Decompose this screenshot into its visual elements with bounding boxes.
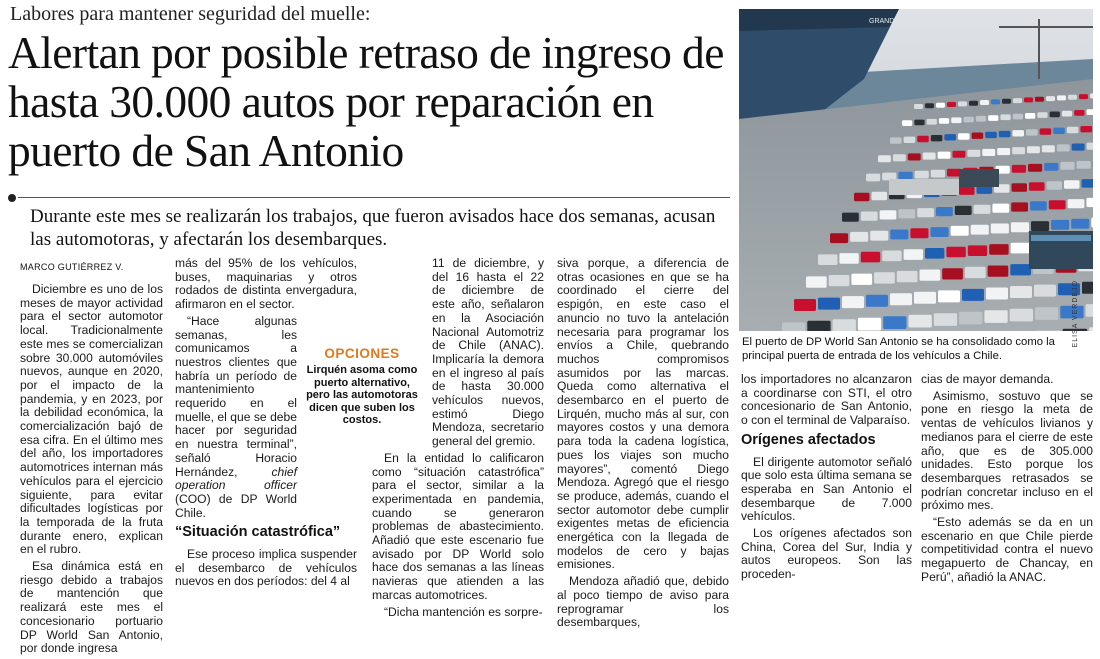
parked-car: [1074, 110, 1084, 116]
ship-text: GRAND: [869, 18, 894, 25]
parked-car: [1064, 180, 1080, 189]
parked-car: [1011, 222, 1029, 232]
parked-car: [904, 249, 923, 260]
parked-car: [936, 103, 945, 108]
parked-car: [890, 293, 912, 305]
parked-car: [904, 137, 916, 143]
parked-car: [1077, 161, 1091, 169]
parked-car: [1031, 221, 1049, 231]
parked-car: [917, 208, 934, 217]
parked-car: [1086, 304, 1093, 317]
parked-car: [959, 186, 975, 195]
parked-car: [1090, 93, 1093, 98]
parked-car: [909, 315, 932, 328]
parked-car: [980, 100, 989, 105]
parked-car: [1010, 264, 1031, 275]
paragraph: cias de mayor demanda.: [921, 373, 1093, 387]
paragraph: “Dicha mantención es sorpre-: [372, 606, 544, 620]
parked-car: [1047, 181, 1063, 190]
parked-car: [934, 313, 957, 326]
parked-car: [914, 292, 936, 304]
parked-car: [1072, 144, 1085, 151]
parked-car: [1011, 243, 1030, 254]
parked-car: [858, 318, 881, 331]
parked-car: [1012, 165, 1026, 173]
parked-car: [999, 131, 1011, 137]
parked-car: [982, 149, 995, 156]
parked-car: [829, 275, 850, 286]
parked-car: [898, 209, 915, 218]
parked-car: [927, 119, 937, 125]
parked-car: [1087, 109, 1094, 115]
paragraph: siva porque, a diferencia de otras ocasiones en que se ha coordinado el cierre del espigón, en este caso el anuncio no tuvo la antelación necesaria para programar los envíos a Chile, quebrando muchos compromisos asumidos por las marcas. Queda como alternativa el desembarco en el puerto de Lirquén, mucho más al sur, con mayores costos y una demora para toda la cadena logística, pues los viajes son mucho mayores”, comentó Diego Mendoza. Agregó que el riesgo se produce, además, cuando el sector automotor debe cumplir exigentes metas de eficiencia energética con la llegada de modelos de cero y bajas emisiones.: [557, 257, 729, 572]
parked-car: [1010, 286, 1032, 298]
parked-car: [976, 116, 986, 122]
parked-car: [951, 117, 961, 123]
sidebar-text: Lirquén asoma como puerto alternativo, pero las automotoras dicen que suben los costos.: [304, 364, 420, 427]
parked-car: [807, 321, 830, 331]
deck: Durante este mes se realizarán los trabajos, que fueron avisados hace dos semanas, acusan las automotoras, y afectarán los desembarques.: [30, 205, 730, 251]
parked-car: [958, 133, 970, 139]
parked-car: [925, 103, 934, 108]
parked-car: [988, 266, 1009, 277]
sidebar-label: OPCIONES: [304, 346, 420, 361]
column-4: [557, 257, 729, 633]
parked-car: [842, 213, 859, 222]
parked-car: [850, 232, 868, 242]
parked-car: [988, 115, 998, 121]
parked-car: [818, 254, 837, 265]
parked-car: [908, 153, 921, 160]
paragraph: Los orígenes afectados son China, Corea del Sur, India y autos europeos. Son las proceden-: [741, 527, 912, 582]
parked-car: [1053, 128, 1065, 134]
parked-car: [1026, 129, 1038, 135]
parked-car: [914, 120, 924, 126]
quote-tail: (COO) de DP World Chile.: [175, 492, 297, 520]
column-6: [921, 373, 1093, 588]
parked-car: [870, 231, 888, 241]
paragraph: Asimismo, sostuvo que se pone en riesgo la meta de ventas de vehículos livianos y medianos para el cierre de este año, que es de 305.000 unidades. Esto porque los desembarques retrasados se podrían concretar incluso en el próximo mes.: [921, 390, 1093, 513]
truck-cab: [959, 169, 999, 187]
parked-car: [890, 230, 908, 240]
parked-car: [1049, 200, 1066, 209]
paragraph: Diciembre es uno de los meses de mayor actividad para el sector automotor local. Tradicionalmente este mes se comercializan sobre 30.000 automóviles nuevos, aunque en 2020, por el impacto de la pandemia, y en 2023, por la debilidad económica, la comercialización bajó de esa cifra. En el último mes del año, los importadores automotrices internan más vehículos para el ejercicio siguiente, para evitar dificultades logísticas por la temporada de la fruta durante enero, explican en el rubro.: [20, 283, 163, 557]
parked-car: [972, 133, 984, 139]
parked-car: [851, 274, 872, 285]
parked-car: [991, 224, 1009, 234]
parked-car: [1035, 307, 1058, 320]
parked-car: [861, 212, 878, 221]
parked-car: [931, 135, 943, 141]
subhead-situacion: “Situación catastrófica”: [175, 526, 357, 540]
paragraph: Esa dinámica está en riesgo debido a trabajos de mantención que realizará este mes el concesionario portuario DP World San Antonio, por donde ingresa: [20, 560, 163, 656]
parked-car: [883, 316, 906, 329]
parked-car: [1030, 201, 1047, 210]
parked-car: [1057, 95, 1066, 100]
parked-car: [971, 225, 989, 235]
parked-car: [806, 276, 827, 287]
parked-car: [938, 290, 960, 302]
parked-car: [866, 174, 880, 182]
parked-car: [962, 289, 984, 301]
parked-car: [951, 226, 969, 236]
divider-line: [18, 197, 730, 198]
parked-car: [1013, 98, 1022, 103]
parked-car: [1012, 130, 1024, 136]
parked-car: [967, 150, 980, 157]
parked-car: [1013, 114, 1023, 120]
parked-car: [1024, 97, 1033, 102]
paragraph: más del 95% de los vehículos, buses, maquinarias y otros rodados de distinta envergadura, afirmaron en el sector.: [175, 257, 357, 312]
parked-car: [989, 244, 1008, 255]
parked-car: [878, 155, 891, 162]
parked-car: [985, 132, 997, 138]
port-photo-image: [739, 9, 1093, 331]
parked-car: [1011, 202, 1028, 211]
parked-car: [1068, 95, 1077, 100]
parked-car: [1080, 126, 1092, 132]
parked-car: [959, 312, 982, 325]
parked-car: [944, 134, 956, 140]
parked-car: [968, 245, 987, 256]
parked-car: [1000, 114, 1010, 120]
parked-car: [1067, 127, 1079, 133]
paragraph: los importadores no alcanzaron a coordinarse con STI, el otro concesionario de San Antonio, o con el terminal de Valparaíso.: [741, 373, 912, 428]
parked-car: [1028, 164, 1042, 172]
parked-car: [1012, 147, 1025, 154]
parked-car: [923, 153, 936, 160]
quote-text: “Hace algunas semanas, les comunicamos a nuestros clientes que habría un período de mantenimiento requerido en el muelle, el que se debe hacer por seguridad en nuestra terminal”, señaló Horacio Hernández,: [175, 314, 297, 479]
parked-car: [861, 252, 880, 263]
parked-car: [830, 233, 848, 243]
parked-car: [882, 251, 901, 262]
parked-car: [1002, 99, 1011, 104]
parked-car: [997, 148, 1010, 155]
parked-car: [1035, 97, 1044, 102]
subhead-origenes: Orígenes afectados: [741, 434, 912, 448]
paragraph: “Esto además se da en un escenario en que Chile pierde competitividad contra el nuevo megapuerto de Chancay, en Perú”, añadió la ANAC.: [921, 516, 1093, 585]
parked-car: [880, 210, 897, 219]
photo-caption: El puerto de DP World San Antonio se ha consolidado como la principal puerta de entrada de los vehículos a Chile.: [742, 336, 1092, 363]
parked-car: [992, 204, 1009, 213]
parked-car: [965, 267, 986, 278]
parked-car: [925, 248, 944, 259]
parked-car: [969, 101, 978, 106]
parked-car: [1044, 163, 1058, 171]
parked-car: [1042, 145, 1055, 152]
photo: [739, 9, 1093, 331]
parked-car: [1034, 285, 1056, 297]
parked-car: [910, 228, 928, 238]
parked-car: [958, 101, 967, 106]
parked-car: [1071, 219, 1089, 229]
parked-car: [1079, 94, 1088, 99]
parked-car: [1036, 330, 1061, 331]
italic-title: chief operation officer: [175, 465, 297, 493]
parked-car: [1057, 144, 1070, 151]
column-5: [741, 373, 912, 585]
parked-car: [931, 227, 949, 237]
headline: Alertan por posible retraso de ingreso de hasta 30.000 autos por reparación en puerto de San Antonio: [8, 28, 730, 175]
parked-car: [984, 310, 1007, 323]
parked-car: [986, 288, 1008, 300]
byline: MARCO GUTIÉRREZ V.: [20, 262, 124, 272]
parked-car: [1037, 112, 1047, 118]
parked-car: [1060, 162, 1074, 170]
parked-car: [920, 270, 941, 281]
parked-car: [897, 271, 918, 282]
parked-car: [1051, 220, 1069, 230]
divider-dot: [8, 194, 16, 202]
parked-car: [1082, 179, 1094, 188]
parked-car: [942, 268, 963, 279]
parked-car: [1012, 183, 1028, 192]
parked-car: [1025, 113, 1035, 119]
paragraph: Ese proceso implica suspender el desembarco de vehículos nuevos en dos períodos: del 4 al: [175, 548, 357, 589]
paragraph: En la entidad lo calificaron como “situación catastrófica” para el sector, similar a la experimentada en pandemia, cuando se generaron problemas de abastecimiento. Añadió que este escenario fue avisado por DP World solo hace dos semanas a las líneas navieras que atienden a las marcas automotrices.: [372, 452, 544, 603]
parked-car: [955, 206, 972, 215]
column-3: [372, 257, 544, 622]
parked-car: [946, 247, 965, 258]
parked-car: [938, 152, 951, 159]
parked-car: [1029, 182, 1045, 191]
parked-car: [898, 172, 912, 180]
parked-car: [974, 205, 991, 214]
parked-car: [1010, 309, 1033, 322]
paragraph: [175, 315, 297, 521]
parked-car: [902, 120, 912, 126]
truck: [889, 179, 959, 195]
parked-car: [794, 299, 816, 311]
parked-car: [1040, 128, 1052, 134]
parked-car: [1087, 143, 1093, 150]
parked-car: [1082, 282, 1093, 294]
parked-car: [914, 104, 923, 109]
parked-car: [1089, 327, 1093, 331]
parked-car: [964, 117, 974, 123]
parked-car: [874, 272, 895, 283]
parked-car: [953, 151, 966, 158]
column-1: [20, 283, 163, 659]
parked-car: [991, 99, 1000, 104]
parked-car: [947, 102, 956, 107]
parked-car: [931, 170, 945, 178]
parked-car: [893, 154, 906, 161]
parked-car: [939, 118, 949, 124]
parked-car: [1086, 198, 1093, 207]
parked-car: [842, 296, 864, 308]
parked-car: [872, 192, 888, 201]
parked-car: [936, 207, 953, 216]
parked-car: [833, 319, 856, 331]
parked-car: [1027, 146, 1040, 153]
parked-car: [915, 171, 929, 179]
parked-car: [1091, 218, 1093, 228]
parked-car: [1050, 112, 1060, 118]
parked-car: [839, 253, 858, 264]
parked-car: [917, 136, 929, 142]
parked-car: [1062, 111, 1072, 117]
paragraph: 11 de diciembre, y del 16 hasta el 22 de diciembre de este año, señalaron en la Asociación Nacional Automotriz de Chile (ANAC). Implicaría la demora en el ingreso al país de hasta 30.000 vehículos nuevos, estimó Diego Mendoza, secretario general del gremio.: [372, 257, 544, 449]
parked-car: [782, 322, 805, 331]
parked-car: [1068, 199, 1085, 208]
paragraph: El dirigente automotor señaló que solo esta última semana se esperaba en San Antonio el desembarque de 7.000 vehículos.: [741, 456, 912, 525]
parked-car: [890, 137, 902, 143]
photo-credit: ELISA VERDEJO: [1072, 280, 1079, 347]
kicker: Labores para mantener seguridad del muelle:: [10, 3, 370, 26]
parked-car: [818, 298, 840, 310]
parked-car: [1046, 96, 1055, 101]
parked-car: [854, 193, 870, 202]
parked-car: [866, 295, 888, 307]
paragraph: Mendoza añadió que, debido al poco tiempo de aviso para reprogramar los desembarques,: [557, 575, 729, 630]
